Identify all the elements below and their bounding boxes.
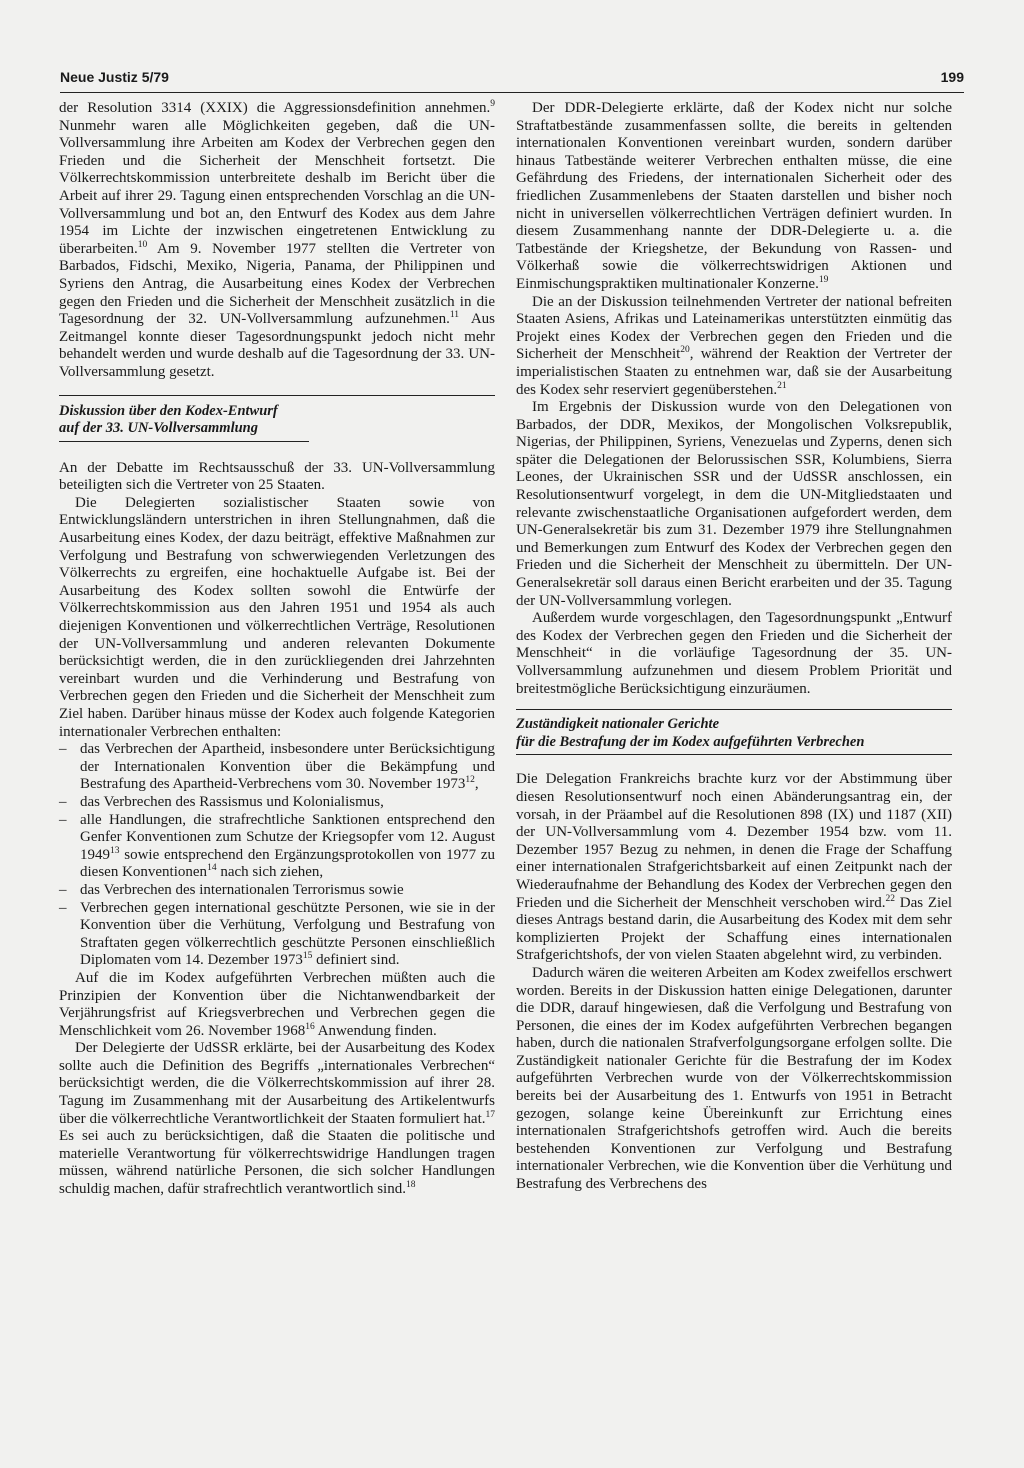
list-dash: – xyxy=(59,793,67,810)
section-divider xyxy=(516,709,952,710)
footnote-marker: 20 xyxy=(680,345,690,356)
footnote-marker: 16 xyxy=(305,1021,315,1032)
journal-title: Neue Justiz 5/79 xyxy=(60,69,169,85)
footnote-marker: 10 xyxy=(137,239,148,250)
crime-list-item: – das Verbrechen der Apartheid, insbesondere unter Berücksichtigung der Internationalen Konvention über die Bekämpfung und Bestrafung des Apartheid-Verbrechens vom 30. November 1973$^{12}$, xyxy=(59,741,495,793)
ussr-paragraph: Der Delegierte der UdSSR erklärte, bei der Ausarbeitung des Kodex sollte auch die Definition des Begriffs „internationales Verbrechen“ berücksichtigt werden, die die Völkerrechtskommission auf ihrer 28. Tagung im Zusammenhang mit der Ausarbeitung des Artikelentwurfs über die völkerrechtliche Verantwortlichkeit der Staaten formuliert hat.$^{17}$ Es sei auch zu berücksichtigen, daß die Staaten die politische und materielle Verantwortung für völkerrechtswidrige Handlungen tragen müssen, während natürliche Personen, die sich solcher Handlungen schuldig machen, dafür strafrechtlich verantwortlich sind.$^{18}$ xyxy=(59,1040,495,1198)
section-divider xyxy=(59,395,495,396)
section-heading-line: Diskussion über den Kodex-Entwurf xyxy=(59,402,278,419)
section-heading-line: Zuständigkeit nationaler Gerichte xyxy=(516,716,720,733)
section-heading-underline xyxy=(516,754,952,755)
footnote-marker: 13 xyxy=(110,845,120,856)
footnote-marker: 19 xyxy=(818,274,829,285)
footnote-marker: 22 xyxy=(885,893,895,904)
footnote-marker: 15 xyxy=(302,951,313,962)
footnote-marker: 11 xyxy=(449,310,459,321)
crime-list-item: – alle Handlungen, die strafrechtliche Sanktionen entsprechend den Genfer Konventionen zum Schutze der Kriegsopfer vom 12. August 1949$^{13}$ sowie entsprechend den Ergänzungsprotokollen von 1977 zu diesen Konventionen$^{14}$ nach sich ziehen, xyxy=(59,811,495,881)
france-paragraph: Die Delegation Frankreichs brachte kurz vor der Abstimmung über diesen Resolutionsentwurf noch einen Abänderungsantrag ein, der vorsah, in der Präambel auf die Resolutionen 898 (IX) und 1187 (XII) der UN-Vollversammlung vom 4. Dezember 1954 bzw. vom 11. Dezember 1957 Bezug zu nehmen, in denen die Frage der Schaffung einer internationalen Strafgerichtsbarkeit auf einen Zeitpunkt nach der Wiederaufnahme der Behandlung des Kodex der Verbrechen gegen den Frieden und die Sicherheit der Menschheit verschoben wird.$^{22}$ Das Ziel dieses Antrags bestand darin, die Ausarbeitung des Kodex mit dem sehr komplizierten Projekt der Schaffung eines internationalen Strafgerichtshofs, der von vielen Staaten abgelehnt wird, zu verbinden. xyxy=(516,771,952,964)
footnote-marker: 18 xyxy=(405,1180,416,1191)
crime-list-item: – das Verbrechen des Rassismus und Kolonialismus, xyxy=(59,793,384,810)
right-column xyxy=(516,100,952,1194)
gdr-paragraph: Der DDR-Delegierte erklärte, daß der Kodex nicht nur solche Straftatbestände zusammenfassen sollte, die bereits in geltenden internationalen Konventionen vereinbart wurden, sondern darüber hinaus Tatbestände weiterer Verbrechen enthalten müsse, die eine Gefährdung des Friedens, der internationalen Sicherheit oder des friedlichen Zusammenlebens der Staaten darstellen und bisher noch nicht in universellen völkerrechtlichen Verträgen definiert wurden. In diesem Zusammenhang nannte der DDR-Delegierte u. a. die Tatbestände der Kriegshetze, der Bekundung von Rassen- und Völkerhaß sowie die völkerrechtswidrigen Aktionen und Einmischungspraktiken multinationaler Konzerne.$^{19}$ xyxy=(516,100,952,292)
section-heading xyxy=(59,403,495,438)
footnote-marker: 21 xyxy=(777,380,787,391)
result-paragraph: Im Ergebnis der Diskussion wurde von den Delegationen von Barbados, der DDR, Mexikos, der Mongolischen Volksrepublik, Nigerias, der Philippinen, Syriens, Venezuelas und Zyperns, denen sich später die Delegationen der Belorussischen SSR, Kolumbiens, Sierra Leones, der Ukrainischen SSR und der UdSSR anschlossen, ein Resolutionsentwurf vorgelegt, in dem die UN-Mitgliedstaaten und relevante zwischenstaatliche Organisationen aufgefordert werden, dem UN-Generalsekretär bis zum 31. Dezember 1979 ihre Stellungnahmen und Bemerkungen zum Entwurf des Kodex der Verbrechen gegen den Frieden und die Sicherheit der Menschheit zu übermitteln. Der UN-Generalsekretär soll daraus einen Bericht erarbeiten und der 35. Tagung der UN-Vollversammlung vorlegen. xyxy=(516,399,952,609)
section-heading-line: für die Bestrafung der im Kodex aufgeführten Verbrechen xyxy=(516,733,865,750)
page-header xyxy=(60,66,964,93)
section-heading-underline xyxy=(59,441,309,442)
footnote-marker: 17 xyxy=(485,1109,495,1120)
footnote-marker: 14 xyxy=(207,863,217,874)
section-heading-line: auf der 33. UN-Vollversammlung xyxy=(59,420,258,437)
intro-paragraph: der Resolution 3314 (XXIX) die Aggressionsdefinition annehmen.$^9$ Nunmehr waren alle Möglichkeiten gegeben, daß die UN-Vollversammlung ihre Arbeiten am Kodex der Verbrechen gegen den Frieden und die Sicherheit der Menschheit fortsetzt. Die Völkerrechtskommission unterbreitete deshalb im Bericht über die Arbeit auf ihrer 29. Tagung einen entsprechenden Vorschlag an die UN-Vollversammlung und bot an, den Entwurf des Kodex aus dem Jahre 1954 im Lichte der inzwischen eingetretenen Entwicklung zu überarbeiten.$^{10}$ Am 9. November 1977 stellten die Vertreter von Barbados, Fidschi, Mexiko, Nigeria, Panama, der Philippinen und Syriens den Antrag, die Ausarbeitung eines Kodex der Verbrechen gegen den Frieden und die Sicherheit der Menschheit zusätzlich in die Tagesordnung der 32. UN-Vollversammlung aufzunehmen.$^{11}$ Aus Zeitmangel konnte dieser Tagesordnungspunkt jedoch nicht mehr behandelt werden und wurde deshalb auf die Tagesordnung der 33. UN-Vollversammlung gesetzt. xyxy=(59,99,495,380)
left-column xyxy=(59,100,495,1199)
crime-list-item: – Verbrechen gegen international geschützte Personen, wie sie in der Konvention über die Verhütung, Verfolgung und Bestrafung von Straftaten gegen völkerrechtlich geschützte Personen einschließlich Diplomaten vom 14. Dezember 1973$^{15}$ definiert sind. xyxy=(59,899,495,969)
statute-paragraph: Auf die im Kodex aufgeführten Verbrechen müßten auch die Prinzipien der Konvention über die Nichtanwendbarkeit der Verjährungsfrist auf Kriegsverbrechen und Verbrechen gegen die Menschlichkeit vom 26. November 1968$^{16}$ Anwendung finden. xyxy=(59,969,495,1039)
list-dash: – xyxy=(59,881,67,898)
debate-paragraph: An der Debatte im Rechtsausschuß der 33. UN-Vollversammlung beteiligten sich die Vertreter von 25 Staaten. xyxy=(59,459,495,494)
footnote-marker: 12 xyxy=(465,775,475,786)
page-number: 199 xyxy=(940,69,964,85)
list-dash: – xyxy=(59,899,67,916)
liberated-states-paragraph: Die an der Diskussion teilnehmenden Vertreter der national befreiten Staaten Asiens, Afrikas und Lateinamerikas unterstützten einmütig das Projekt eines Kodex der Verbrechen gegen den Frieden und die Sicherheit der Menschheit$^{20}$, während der Reaktion der Vertreter der imperialistischen Staaten zu entnehmen war, daß sie der Ausarbeitung des Kodex sehr reserviert gegenüberstehen.$^{21}$ xyxy=(516,293,953,398)
list-dash: – xyxy=(59,811,67,828)
agenda-paragraph: Außerdem wurde vorgeschlagen, den Tagesordnungspunkt „Entwurf des Kodex der Verbrechen gegen den Frieden und die Sicherheit der Menschheit“ in die vorläufige Tagesordnung der 35. UN-Vollversammlung aufzunehmen und diesem Problem Priorität und breitestmögliche Berücksichtigung einzuräumen. xyxy=(516,610,952,697)
hindered-paragraph: Dadurch wären die weiteren Arbeiten am Kodex zweifellos erschwert worden. Bereits in der Diskussion hatten einige Delegationen, darunter die DDR, darauf hingewiesen, daß die Verfolgung und Bestrafung von Personen, die eines der im Kodex aufgeführten Verbrechen begangen haben, durch die nationalen Strafverfolgungsorgane erfolgen sollte. Die Zuständigkeit nationaler Gerichte für die Bestrafung der im Kodex aufgeführten Verbrechen wurde von der Völkerrechtskommission bereits bei der Ausarbeitung des 1. Entwurfs von 1951 in Betracht gezogen, solange keine Übereinkunft zur Errichtung eines internationalen Strafgerichtshofs getroffen wird. Auch die bereits bestehenden Konventionen zur Verfolgung und Bestrafung internationaler Verbrechen, wie die Konvention über die Verhütung und Bestrafung des Verbrechens des xyxy=(516,964,952,1193)
footnote-marker: 9 xyxy=(490,99,495,109)
delegates-paragraph: Die Delegierten sozialistischer Staaten sowie von Entwicklungsländern unterstrichen in ihren Stellungnahmen, daß die Ausarbeitung eines Kodex, der dazu beiträgt, effektive Maßnahmen zur Verfolgung und Bestrafung von schwerwiegenden Verletzungen des Völkerrechts zu ergreifen, eine hochaktuelle Aufgabe ist. Bei der Ausarbeitung des Kodex sollten sowohl die Entwürfe der Völkerrechtskommission aus den Jahren 1951 und 1954 als auch diejenigen Konventionen und völkerrechtlichen Verträge, Resolutionen der UN-Vollversammlung und anderen relevanten Dokumente berücksichtigt werden, die in den zurückliegenden drei Jahrzehnten vereinbart wurden und die Verhinderung und Bestrafung von Verbrechen gegen den Frieden und die Sicherheit der Menschheit zum Ziel haben. Darüber hinaus müsse der Kodex auch folgende Kategorien internationaler Verbrechen enthalten: xyxy=(59,494,495,740)
list-dash: – xyxy=(59,741,67,758)
crime-list-item: – das Verbrechen des internationalen Terrorismus sowie xyxy=(59,881,404,898)
crime-list xyxy=(59,741,495,970)
section-heading xyxy=(516,716,952,751)
